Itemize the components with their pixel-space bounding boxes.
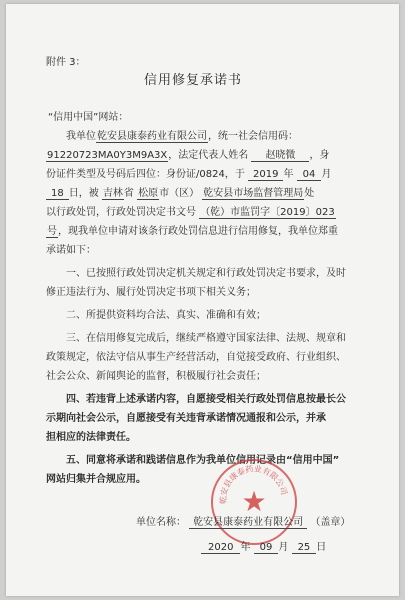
commit-3-line-2: 政策规定，依法守信从事生产经营活动，自觉接受政府、行业组织、	[46, 352, 346, 363]
authority: 乾安县市场监督管理局	[203, 188, 304, 199]
svg-text:乾安县康泰药业有限公司: 乾安县康泰药业有限公司	[218, 464, 289, 505]
commit-3-line-1: 三、在信用修复完成后，继续严格遵守国家法律、法规、规章和	[66, 333, 346, 344]
commit-5-line-1: 五、同意将承诺和践诺信息作为我单位信用记录由“信用中国”	[66, 455, 340, 466]
commit-4-line-3: 担相应的法律责任。	[46, 432, 136, 443]
document-page	[6, 4, 399, 596]
decision-number: （乾）市监罚字〔2019〕023	[200, 207, 335, 218]
attachment-label: 附件 3：	[46, 57, 86, 68]
company-name: 乾安县康泰药业有限公司	[97, 131, 207, 142]
city: 松原	[138, 188, 159, 199]
penalty-day: 18	[46, 188, 69, 200]
para-1-line-2: 91220723MA0Y3M9A3X，法定代表人姓名 赵晓微 ，身	[47, 150, 330, 161]
para-1-line-7: 承诺如下：	[46, 245, 96, 256]
commit-1-line-1: 一、已按照行政处罚决定机关规定和行政处罚决定书要求，及时	[66, 268, 346, 279]
salutation: “信用中国”网站：	[48, 112, 129, 123]
commit-5-line-2: 网站归集并合规应用。	[46, 474, 146, 485]
sign-year: 2020	[201, 542, 240, 554]
signature-date: 2020 年 09 月 25 日	[201, 541, 326, 554]
para-1-line-3: 份证件类型及号码后四位：身份证/0824，于 2019 年 04 月	[46, 169, 332, 180]
commit-4-line-2: 示期向社会公示，自愿接受有关违背承诺情况通报和公示，并承	[46, 413, 326, 424]
commit-2: 二、所提供资料均合法、真实、准确和有效；	[66, 310, 266, 321]
penalty-month: 04	[297, 169, 322, 181]
legal-rep: 赵晓微	[251, 150, 309, 162]
company-seal	[211, 459, 297, 545]
para-1-line-4: 18 日，被 吉林省 松原市（区） 乾安县市场监督管理局处	[46, 187, 314, 200]
commit-4-line-1: 四、若违背上述承诺内容，自愿接受相关行政处罚信息按最长公	[66, 394, 346, 405]
para-1-line-6: 号，现我单位申请对该条行政处罚信息进行信用修复，我单位郑重	[47, 226, 338, 237]
para-1-line-5: 以行政处罚，行政处罚决定书文号 （乾）市监罚字〔2019〕023	[46, 207, 335, 218]
commit-1-line-2: 修正违法行为、履行处罚决定书项下相关义务；	[46, 287, 256, 298]
penalty-year: 2019	[248, 169, 283, 181]
signature-company: 乾安县康泰药业有限公司	[189, 517, 307, 529]
para-1-line-1: 我单位乾安县康泰药业有限公司，统一社会信用码：	[66, 131, 298, 142]
sign-month: 09	[254, 542, 279, 554]
signature-line: 单位名称： 乾安县康泰药业有限公司 （盖章）	[136, 517, 351, 528]
commit-3-line-3: 社会公众、新闻舆论的监督，积极履行社会责任；	[46, 371, 266, 382]
province: 吉林	[102, 188, 123, 199]
document-title: 信用修复承诺书	[144, 73, 243, 88]
star-icon: ★	[241, 485, 267, 518]
credit-code: 91220723MA0Y3M9A3X	[47, 150, 168, 161]
sign-day: 25	[292, 542, 317, 554]
